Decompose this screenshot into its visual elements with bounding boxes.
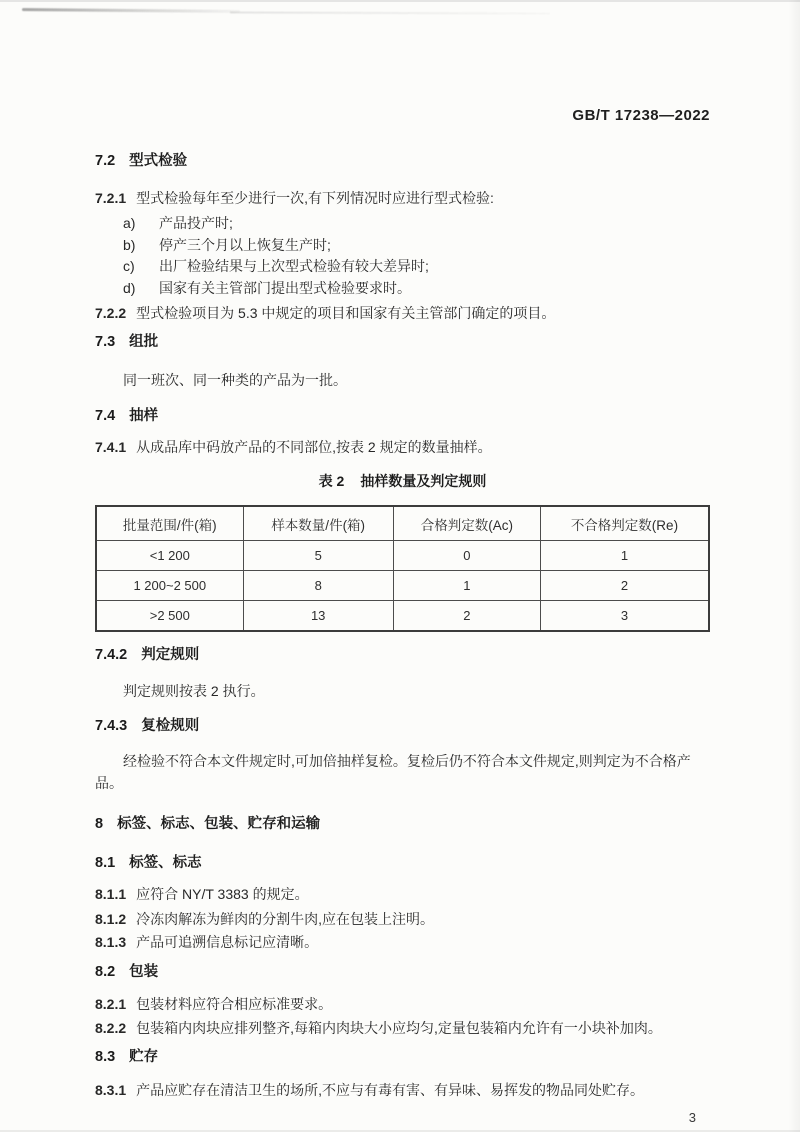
heading-7-4-2 xyxy=(95,647,710,663)
list-item-label: d) xyxy=(123,279,136,296)
heading-7-4 xyxy=(95,408,710,424)
heading-title: 贮存 xyxy=(129,1049,159,1065)
list-item-c xyxy=(123,256,710,278)
cell-re: 3 xyxy=(540,601,709,632)
heading-title: 组批 xyxy=(129,334,159,350)
heading-title: 标签、标志、包装、贮存和运输 xyxy=(117,816,321,832)
list-item-label: a) xyxy=(123,215,136,231)
clause-number: 8.2 xyxy=(95,964,116,980)
clause-8-1-1 xyxy=(95,886,710,902)
table-row xyxy=(96,601,709,632)
table-caption-label: 表 2 xyxy=(318,473,345,489)
heading-title: 抽样 xyxy=(129,408,159,424)
heading-title: 标签、标志 xyxy=(129,855,202,871)
heading-8-3 xyxy=(95,1049,710,1065)
clause-text: 包装材料应符合相应标准要求。 xyxy=(136,996,333,1012)
cell-ac: 0 xyxy=(393,541,540,571)
list-item-text: 产品投产时; xyxy=(159,215,233,231)
table-header-row xyxy=(96,506,709,541)
cell-batch-range: <1 200 xyxy=(96,541,243,571)
page-number: 3 xyxy=(688,1110,696,1125)
list-item-text: 停产三个月以上恢复生产时; xyxy=(159,236,331,253)
cell-sample-qty: 5 xyxy=(243,541,393,571)
cell-batch-range: 1 200~2 500 xyxy=(96,571,243,601)
clause-8-2-2 xyxy=(95,1020,710,1036)
page-content xyxy=(95,0,710,1125)
clause-8-3-1 xyxy=(95,1082,710,1098)
heading-title: 包装 xyxy=(129,964,159,980)
column-header-ac: 合格判定数(Ac) xyxy=(393,506,540,541)
clause-number: 8.1.1 xyxy=(95,886,127,902)
heading-title: 判定规则 xyxy=(141,647,200,663)
clause-text: 型式检验项目为 5.3 中规定的项目和国家有关主管部门确定的项目。 xyxy=(136,305,556,321)
paragraph-7-4-2: 判定规则按表 2 执行。 xyxy=(123,683,265,699)
clause-number: 7.4 xyxy=(95,408,116,424)
clause-number: 7.2.1 xyxy=(95,190,127,206)
clause-7-2-1 xyxy=(95,190,710,206)
clause-number: 7.3 xyxy=(95,334,116,350)
clause-text: 应符合 NY/T 3383 的规定。 xyxy=(136,886,309,902)
list-item-text: 国家有关主管部门提出型式检验要求时。 xyxy=(159,279,411,296)
cell-re: 2 xyxy=(540,571,709,601)
clause-text: 从成品库中码放产品的不同部位,按表 2 规定的数量抽样。 xyxy=(136,439,492,455)
clause-number: 8.1 xyxy=(95,855,116,871)
clause-number: 8.1.3 xyxy=(95,934,127,950)
column-header-sample-qty: 样本数量/件(箱) xyxy=(243,506,393,541)
clause-number: 7.4.1 xyxy=(95,439,127,455)
heading-7-3 xyxy=(95,334,710,350)
table-2-caption xyxy=(95,473,710,489)
heading-7-2 xyxy=(95,153,710,169)
cell-ac: 1 xyxy=(393,571,540,601)
heading-7-4-3 xyxy=(95,718,710,734)
list-item-label: c) xyxy=(123,258,135,274)
list-item-label: b) xyxy=(123,236,136,253)
clause-text: 型式检验每年至少进行一次,有下列情况时应进行型式检验: xyxy=(136,190,494,206)
clause-number: 7.4.2 xyxy=(95,647,128,663)
heading-8-1 xyxy=(95,855,710,871)
clause-number: 8.2.1 xyxy=(95,996,127,1012)
cell-sample-qty: 13 xyxy=(243,601,393,632)
table-2-sampling-rules xyxy=(95,505,710,632)
paragraph-7-3: 同一班次、同一种类的产品为一批。 xyxy=(123,372,347,388)
heading-8 xyxy=(95,816,710,832)
list-item-text: 出厂检验结果与上次型式检验有较大差异时; xyxy=(159,258,429,274)
cell-ac: 2 xyxy=(393,601,540,632)
heading-8-2 xyxy=(95,964,710,980)
cell-batch-range: >2 500 xyxy=(96,601,243,632)
clause-number: 8.3 xyxy=(95,1049,116,1065)
clause-number: 7.4.3 xyxy=(95,718,128,734)
clause-number: 7.2 xyxy=(95,153,116,169)
column-header-batch-range: 批量范围/件(箱) xyxy=(96,506,243,541)
clause-7-2-2 xyxy=(95,305,710,321)
enumeration-list xyxy=(123,213,710,299)
clause-number: 8 xyxy=(95,816,104,832)
clause-number: 8.1.2 xyxy=(95,911,127,927)
heading-title: 复检规则 xyxy=(141,718,200,734)
cell-sample-qty: 8 xyxy=(243,571,393,601)
list-item-b xyxy=(123,235,710,257)
table-row xyxy=(96,571,709,601)
list-item-a xyxy=(123,213,710,235)
scan-edge-right xyxy=(788,0,800,1132)
clause-8-2-1 xyxy=(95,996,710,1012)
heading-title: 型式检验 xyxy=(129,153,188,169)
clause-text: 包装箱内肉块应排列整齐,每箱内肉块大小应均匀,定量包装箱内允许有一小块补加肉。 xyxy=(136,1020,662,1036)
clause-7-4-1 xyxy=(95,439,710,455)
table-caption-text: 抽样数量及判定规则 xyxy=(360,473,487,489)
clause-number: 7.2.2 xyxy=(95,305,127,321)
list-item-d xyxy=(123,278,710,300)
clause-8-1-2 xyxy=(95,911,710,927)
table-row xyxy=(96,541,709,571)
doc-number: GB/T 17238—2022 xyxy=(572,107,710,124)
clause-text: 冷冻肉解冻为鲜肉的分割牛肉,应在包装上注明。 xyxy=(136,911,435,927)
clause-text: 产品应贮存在清洁卫生的场所,不应与有毒有害、有异味、易挥发的物品同处贮存。 xyxy=(136,1082,645,1098)
cell-re: 1 xyxy=(540,541,709,571)
clause-number: 8.2.2 xyxy=(95,1020,127,1036)
column-header-re: 不合格判定数(Re) xyxy=(540,506,709,541)
clause-number: 8.3.1 xyxy=(95,1082,127,1098)
paragraph-7-4-3: 经检验不符合本文件规定时,可加倍抽样复检。复检后仍不符合本文件规定,则判定为不合格产品。 xyxy=(95,753,691,791)
clause-text: 产品可追溯信息标记应清晰。 xyxy=(136,934,319,950)
clause-8-1-3 xyxy=(95,934,710,950)
